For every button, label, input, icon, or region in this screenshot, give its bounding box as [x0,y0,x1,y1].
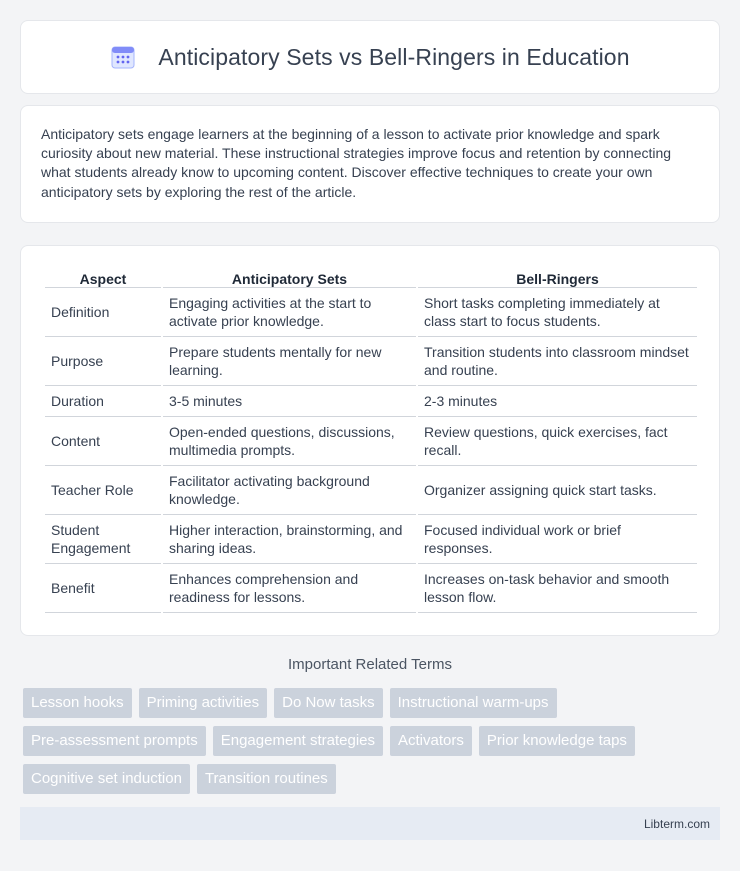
tag-cognitive-set-induction[interactable]: Cognitive set induction [23,764,190,794]
cell-aspect: Teacher Role [45,466,161,515]
cell-aspect: Duration [45,386,161,417]
tag-row [23,726,713,756]
comparison-card [20,245,720,636]
cell-bellringer: Increases on-task behavior and smooth lesson flow. [418,564,697,613]
tag-priming-activities[interactable]: Priming activities [139,688,268,718]
tag-row [23,688,713,718]
calendar-icon [110,44,136,70]
cell-aspect: Purpose [45,337,161,386]
tag-prior-knowledge-taps[interactable]: Prior knowledge taps [479,726,635,756]
cell-bellringer: Short tasks completing immediately at class start to focus students. [418,288,697,337]
cell-bellringer: Organizer assigning quick start tasks. [418,466,697,515]
column-header-anticipatory-sets: Anticipatory Sets [163,266,416,288]
table-row [45,417,697,466]
cell-anticipatory: 3-5 minutes [163,386,416,417]
cell-aspect: Definition [45,288,161,337]
tag-row [23,764,713,794]
cell-anticipatory: Facilitator activating background knowledge. [163,466,416,515]
tag-lesson-hooks[interactable]: Lesson hooks [23,688,132,718]
related-terms-title: Important Related Terms [288,656,452,673]
cell-anticipatory: Prepare students mentally for new learning. [163,337,416,386]
intro-card [20,105,720,223]
table-header-row [45,266,697,288]
cell-aspect: Content [45,417,161,466]
page-title: Anticipatory Sets vs Bell-Ringers in Education [158,43,630,70]
table-row [45,386,697,417]
title-card [20,20,720,94]
cell-anticipatory: Higher interaction, brainstorming, and sharing ideas. [163,515,416,564]
cell-anticipatory: Enhances comprehension and readiness for lessons. [163,564,416,613]
intro-text: Anticipatory sets engage learners at the beginning of a lesson to activate prior knowledge and spark curiosity about new material. These instructional strategies improve focus and retention by connecting what students already know to upcoming content. Discover effective techniques to create your own anticipatory sets by exploring the rest of the article. [41,126,672,200]
cell-bellringer: Transition students into classroom mindset and routine. [418,337,697,386]
comparison-table [43,266,699,613]
table-row [45,288,697,337]
footer-site-link[interactable]: Libterm.com [643,816,710,831]
cell-bellringer: Focused individual work or brief responses. [418,515,697,564]
tag-do-now-tasks[interactable]: Do Now tasks [274,688,383,718]
cell-aspect: Student Engagement [45,515,161,564]
table-row [45,564,697,613]
cell-anticipatory: Engaging activities at the start to activate prior knowledge. [163,288,416,337]
table-row [45,515,697,564]
tag-pre-assessment-prompts[interactable]: Pre-assessment prompts [23,726,206,756]
cell-aspect: Benefit [45,564,161,613]
tag-instructional-warm-ups[interactable]: Instructional warm-ups [390,688,557,718]
cell-anticipatory: Open-ended questions, discussions, multimedia prompts. [163,417,416,466]
tag-engagement-strategies[interactable]: Engagement strategies [213,726,383,756]
column-header-aspect: Aspect [45,266,161,288]
tag-activators[interactable]: Activators [390,726,472,756]
footer [20,807,720,840]
table-row [45,337,697,386]
table-row [45,466,697,515]
tag-transition-routines[interactable]: Transition routines [197,764,336,794]
cell-bellringer: Review questions, quick exercises, fact recall. [418,417,697,466]
cell-bellringer: 2-3 minutes [418,386,697,417]
related-terms-tags [23,688,713,802]
column-header-bell-ringers: Bell-Ringers [418,266,697,288]
